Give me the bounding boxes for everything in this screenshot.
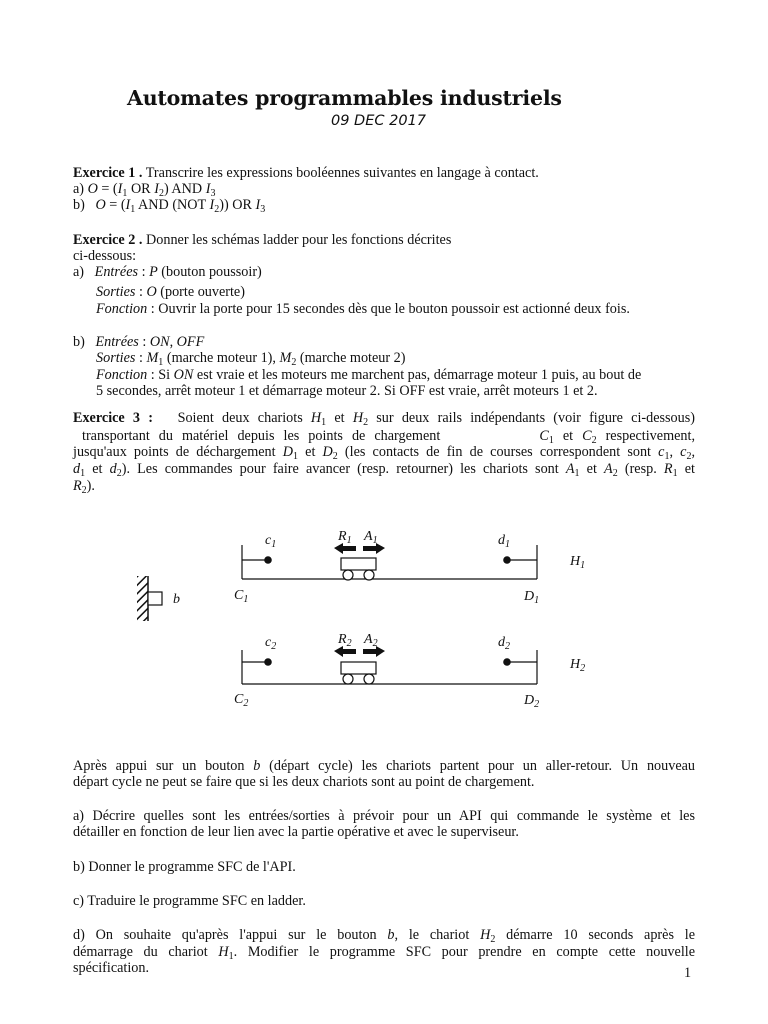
ex2-b-function-1: Fonction : Si ON est vraie et les moteurs me marchent pas, démarrage moteur 1 puis, au bout de xyxy=(96,367,642,383)
ex1-a: a) $O = (I_1$ OR $I_2$) AND $I_3$ xyxy=(73,181,216,199)
ex3-qd-3: spécification. xyxy=(73,960,150,976)
sensor-c2 xyxy=(264,658,272,666)
ex3-line3: jusqu'aux points de déchargement $D_1$ et $D_2$ (les contacts de fin de courses correspondent sont $c_1$, $c_2$, xyxy=(73,444,696,462)
ex2-intro: Exercice 2 . Donner les schémas ladder pour les fonctions décrites xyxy=(73,232,452,248)
label-C2: $C_2$ xyxy=(234,692,249,709)
button-label: b xyxy=(173,592,180,607)
label-D2: $D_2$ xyxy=(524,693,540,710)
label-r1: $R_1$ xyxy=(338,529,352,546)
label-c1: $c_1$ xyxy=(265,533,277,550)
label-a2: $A_2$ xyxy=(364,632,378,649)
sensor-d1 xyxy=(503,556,511,564)
ex3-qb: b) Donner le programme SFC de l'API. xyxy=(73,859,296,875)
ex3-line5: $R_2$). xyxy=(73,478,95,496)
ex2-a-function: Fonction : Ouvrir la porte pour 15 secondes dès que le bouton poussoir est actionné deux fois. xyxy=(96,301,630,317)
ex3-qd-2: démarrage du chariot $H_1$. Modifier le programme SFC pour prendre en compte cette nouvelle xyxy=(73,944,695,962)
ex2-label: Exercice 2 . xyxy=(73,232,143,248)
ex2-b-inputs: b) Entrées : ON, OFF xyxy=(73,334,205,350)
rail-1 xyxy=(234,529,585,606)
ex2-intro2: ci-dessous: xyxy=(73,248,137,264)
label-d2: $d_2$ xyxy=(498,635,510,652)
ex3-qa-2: détailler en fonction de leur lien avec la partie opérative et avec le superviseur. xyxy=(73,824,519,840)
label-d1: $d_1$ xyxy=(498,533,510,550)
ex3-para1-1: Après appui sur un bouton b (départ cycle) les chariots partent pour un aller-retour. Un nouveau xyxy=(73,758,696,774)
label-D1: $D_1$ xyxy=(524,589,540,606)
ex3-line1: Exercice 3 : Soient deux chariots $H_1$ et $H_2$ sur deux rails indépendants (voir figure ci-dessous) xyxy=(73,410,695,428)
ex1-intro: Exercice 1 . Transcrire les expressions booléennes suivantes en langage à contact. xyxy=(73,165,539,181)
cart-h2 xyxy=(341,662,376,684)
label-a1: $A_1$ xyxy=(364,529,378,546)
label-h1: $H_1$ xyxy=(570,554,586,571)
arrow-r1 xyxy=(334,543,356,554)
sensor-c1 xyxy=(264,556,272,564)
ex3-line2: transportant du matériel depuis les points de chargement $C_1$ et $C_2$ respectivement, xyxy=(82,428,695,446)
page-title: Automates programmables industriels xyxy=(127,86,562,110)
ex1-b: b) $O = (I_1$ AND (NOT $I_2$)) OR $I_3$ xyxy=(73,197,266,215)
ex2-a-inputs: a) Entrées : P (bouton poussoir) xyxy=(73,264,262,280)
ex3-qc: c) Traduire le programme SFC en ladder. xyxy=(73,893,306,909)
ex1-label: Exercice 1 . xyxy=(73,165,143,181)
rail-2 xyxy=(234,632,585,710)
ex2-b-outputs: Sorties : $M_1$ (marche moteur 1), $M_2$ (marche moteur 2) xyxy=(96,350,406,368)
ex3-qd-1: d) On souhaite qu'après l'appui sur le bouton b, le chariot $H_2$ démarre 10 seconds après le xyxy=(73,927,695,945)
ex3-line4: $d_1$ et $d_2$). Les commandes pour faire avancer (resp. retourner) les chariots sont $A_1$ et $A_2$ (resp. $R_1$ et xyxy=(73,461,695,479)
cart-h1 xyxy=(341,558,376,580)
label-r2: $R_2$ xyxy=(338,632,352,649)
label-h2: $H_2$ xyxy=(570,657,586,674)
page-number: 1 xyxy=(684,965,692,981)
ex3-para1-2: départ cycle ne peut se faire que si les deux chariots sont au point de chargement. xyxy=(73,774,535,790)
start-button xyxy=(137,576,180,621)
ex3-qa-1: a) Décrire quelles sont les entrées/sorties à prévoir pour un API qui commande le système et les xyxy=(73,808,695,824)
arrow-r2 xyxy=(334,646,356,657)
ex2-b-function-2: 5 secondes, arrêt moteur 1 et démarrage moteur 2. Si OFF est vraie, arrêt moteurs 1 et 2. xyxy=(96,383,598,399)
ex2-a-outputs: Sorties : O (porte ouverte) xyxy=(96,284,245,300)
label-c2: $c_2$ xyxy=(265,635,277,652)
sensor-d2 xyxy=(503,658,511,666)
page-date: 09 DEC 2017 xyxy=(331,113,427,129)
label-C1: $C_1$ xyxy=(234,588,249,605)
